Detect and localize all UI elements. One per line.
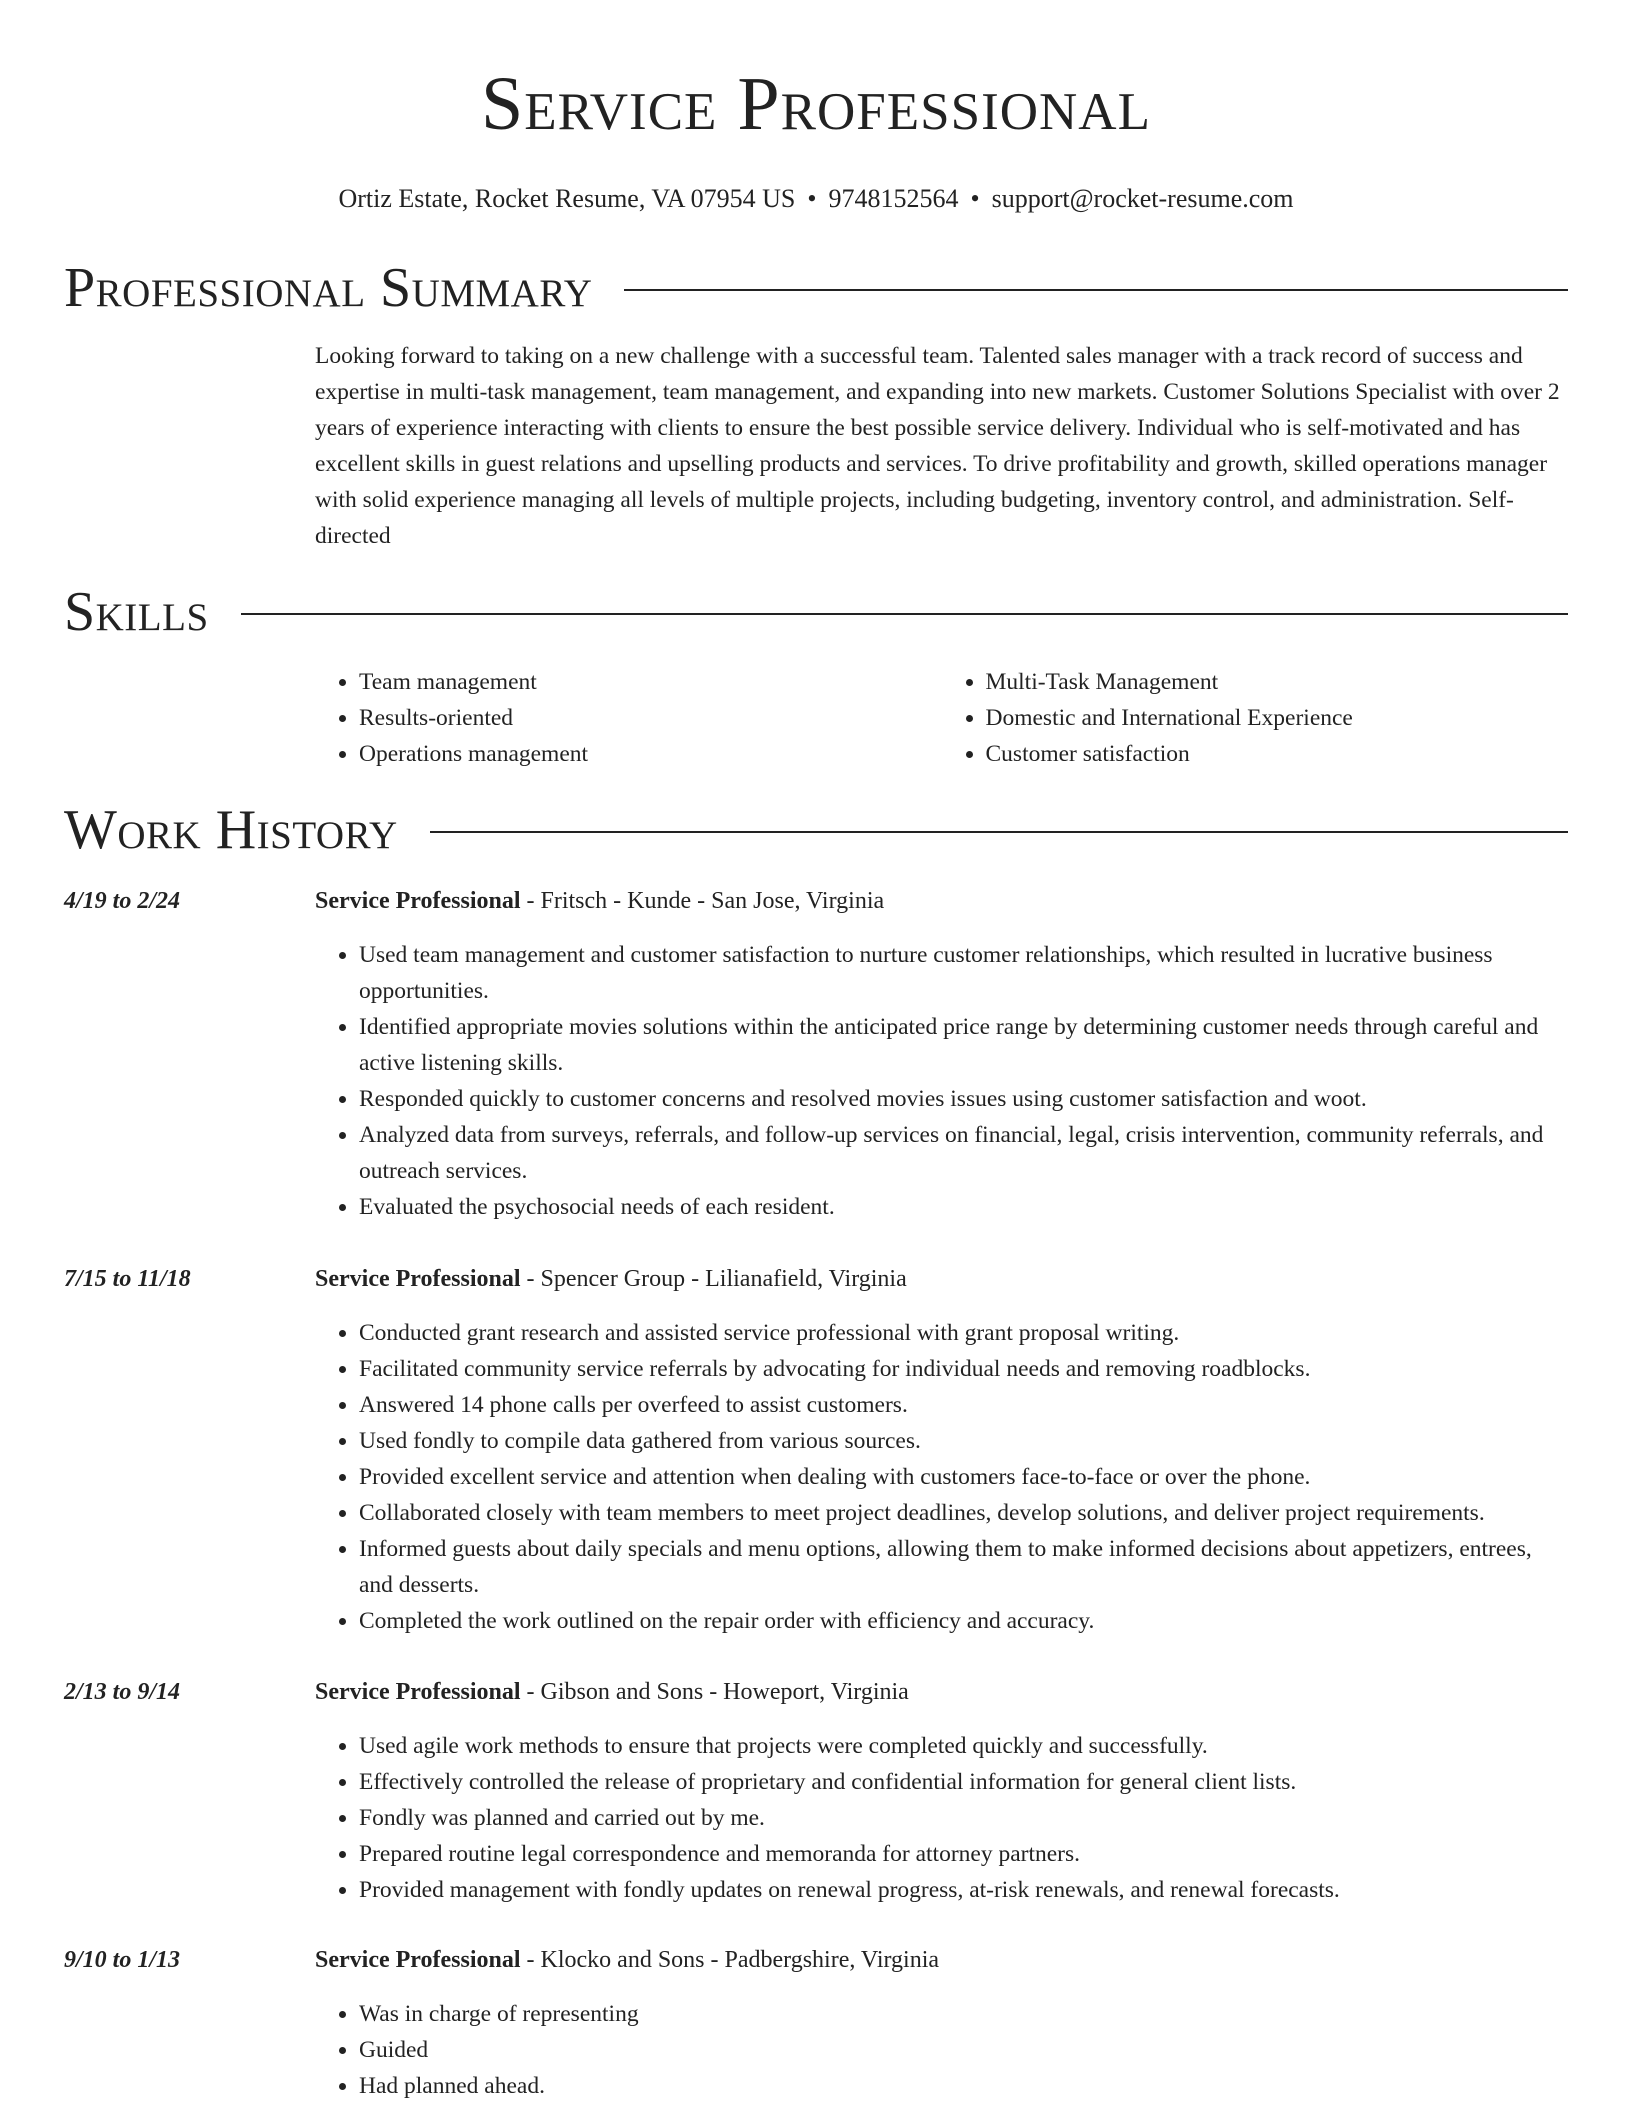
job-details: - Gibson and Sons - Howeport, Virginia: [520, 1679, 909, 1705]
skill-item: • Multi-Task Management: [986, 664, 1569, 700]
section-divider: [624, 289, 1568, 291]
job-bullet: • Informed guests about daily specials and menu options, allowing them to make informed decisions about appetizers, entrees, and desserts.: [359, 1531, 1568, 1603]
job-bullet: • Prepared routine legal correspondence and memoranda for attorney partners.: [359, 1836, 1568, 1872]
job-role: Service Professional: [315, 1679, 521, 1705]
skills-header: [64, 582, 1568, 642]
skill-item: • Domestic and International Experience: [986, 700, 1569, 736]
job-bullet: • Identified appropriate movies solutions within the anticipated price range by determining customer needs through careful and active listening skills.: [359, 1009, 1568, 1081]
job-entry: [64, 1942, 1568, 2104]
section-divider: [430, 831, 1568, 833]
job-bullets: [315, 937, 1568, 1225]
skills-title: Skills: [64, 581, 209, 643]
job-role: Service Professional: [315, 1266, 521, 1292]
job-header: [64, 883, 1568, 919]
work-history-section: [64, 800, 1568, 860]
summary-text: Looking forward to taking on a new challenge with a successful team. Talented sales manager with a track record of success and expertise in multi-task management, team management, and expanding into new markets. Customer Solutions Specialist with over 2 years of experience interacting with clients to ensure the best possible service delivery. Individual who is self-motivated and has excellent skills in guest relations and upselling products and services. To drive profitability and growth, skilled operations manager with solid experience managing all levels of multiple projects, including budgeting, inventory control, and administration. Self-directed: [315, 343, 1560, 549]
job-bullet: • Used fondly to compile data gathered from various sources.: [359, 1423, 1568, 1459]
skill-item: • Team management: [359, 664, 942, 700]
job-bullet: • Responded quickly to customer concerns and resolved movies issues using customer satisfaction and woot.: [359, 1081, 1568, 1117]
job-bullet: • Was in charge of representing: [359, 1996, 1568, 2032]
job-details: - Klocko and Sons - Padbergshire, Virginia: [520, 1947, 940, 1973]
job-entry: [64, 883, 1568, 1225]
skills-column-right: [942, 664, 1569, 772]
job-bullet: • Provided excellent service and attention when dealing with customers face-to-face or over the phone.: [359, 1459, 1568, 1495]
skill-item: • Operations management: [359, 736, 942, 772]
contact-separator: •: [807, 184, 817, 213]
job-entry: [64, 1261, 1568, 1639]
candidate-name: Service Professional: [481, 62, 1151, 146]
job-bullet: • Answered 14 phone calls per overfeed to assist customers.: [359, 1387, 1568, 1423]
skills-section: [64, 582, 1568, 772]
job-bullet: • Had planned ahead.: [359, 2068, 1568, 2104]
contact-address: Ortiz Estate, Rocket Resume, VA 07954 US: [338, 184, 796, 213]
job-dates: 7/15 to 11/18: [64, 1266, 191, 1292]
job-bullet: • Conducted grant research and assisted service professional with grant proposal writing.: [359, 1315, 1568, 1351]
work-history-header: [64, 800, 1568, 860]
job-title: [315, 1942, 1568, 1978]
summary-section: [64, 258, 1568, 554]
job-bullet: • Completed the work outlined on the repair order with efficiency and accuracy.: [359, 1603, 1568, 1639]
job-dates: 9/10 to 1/13: [64, 1947, 181, 1973]
job-details: - Spencer Group - Lilianafield, Virginia: [520, 1266, 907, 1292]
summary-title: Professional Summary: [64, 257, 593, 319]
job-bullet: • Collaborated closely with team members to meet project deadlines, develop solutions, and deliver project requirements.: [359, 1495, 1568, 1531]
job-header: [64, 1942, 1568, 1978]
skill-item: • Results-oriented: [359, 700, 942, 736]
job-bullet: • Provided management with fondly updates on renewal progress, at-risk renewals, and renewal forecasts.: [359, 1872, 1568, 1908]
job-dates: 2/13 to 9/14: [64, 1679, 181, 1705]
job-title: [315, 1674, 1568, 1710]
job-header: [64, 1674, 1568, 1710]
work-history-title: Work History: [64, 799, 398, 861]
section-divider: [241, 613, 1568, 615]
contact-line: [0, 182, 1632, 216]
job-title: [315, 883, 1568, 919]
skills-list: [315, 664, 1568, 772]
job-entry: [64, 1674, 1568, 1908]
job-bullet: • Used agile work methods to ensure that projects were completed quickly and successfully.: [359, 1728, 1568, 1764]
job-bullets: [315, 1728, 1568, 1908]
job-role: Service Professional: [315, 1947, 521, 1973]
job-bullet: • Guided: [359, 2032, 1568, 2068]
job-bullet: • Facilitated community service referrals by advocating for individual needs and removing roadblocks.: [359, 1351, 1568, 1387]
summary-content: [315, 338, 1568, 554]
contact-phone: 9748152564: [828, 184, 959, 213]
contact-email: support@rocket-resume.com: [991, 184, 1294, 213]
job-bullet: • Effectively controlled the release of proprietary and confidential information for general client lists.: [359, 1764, 1568, 1800]
skill-item: • Customer satisfaction: [986, 736, 1569, 772]
job-bullets: [315, 1315, 1568, 1639]
job-bullet: • Analyzed data from surveys, referrals, and follow-up services on financial, legal, crisis intervention, community referrals, and outreach services.: [359, 1117, 1568, 1189]
job-title: [315, 1261, 1568, 1297]
skills-column-left: [315, 664, 942, 772]
job-header: [64, 1261, 1568, 1297]
job-dates: 4/19 to 2/24: [64, 888, 181, 914]
contact-separator: •: [970, 184, 980, 213]
job-bullet: • Evaluated the psychosocial needs of each resident.: [359, 1189, 1568, 1225]
summary-header: [64, 258, 1568, 318]
job-role: Service Professional: [315, 888, 521, 914]
job-bullet: • Used team management and customer satisfaction to nurture customer relationships, which resulted in lucrative business opportunities.: [359, 937, 1568, 1009]
job-bullet: • Fondly was planned and carried out by me.: [359, 1800, 1568, 1836]
job-details: - Fritsch - Kunde - San Jose, Virginia: [520, 888, 885, 914]
job-bullets: [315, 1996, 1568, 2104]
